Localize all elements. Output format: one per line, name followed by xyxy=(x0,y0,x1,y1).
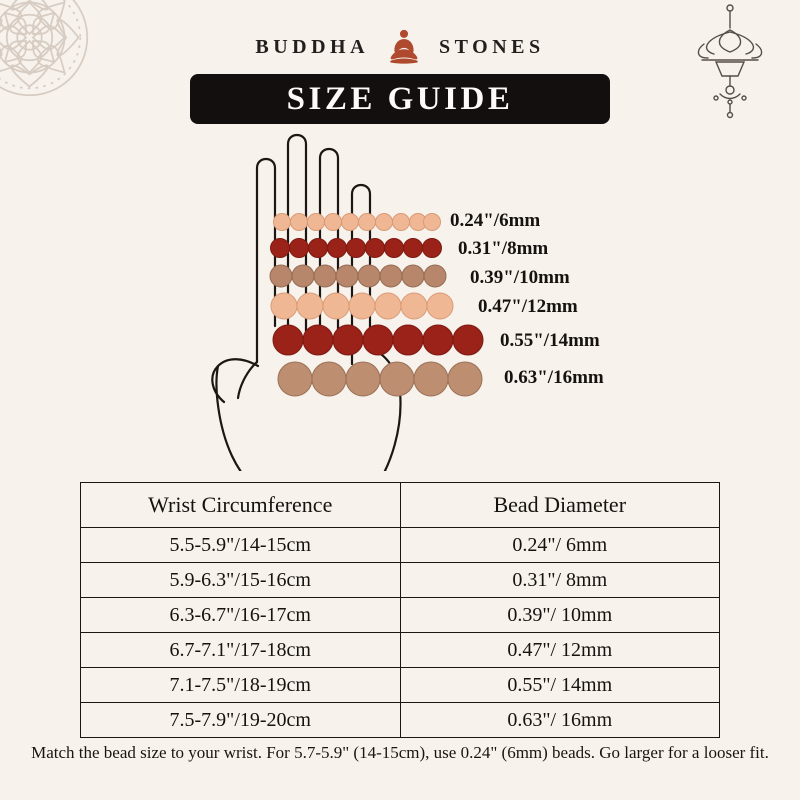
bracelet-row-4 xyxy=(271,293,453,319)
cell-bead: 0.63"/ 16mm xyxy=(400,703,720,738)
table-row xyxy=(81,598,720,633)
table-row xyxy=(81,703,720,738)
table-header-wrist: Wrist Circumference xyxy=(81,483,401,528)
table-header-bead: Bead Diameter xyxy=(400,483,720,528)
brand-lockup xyxy=(0,26,800,68)
callout-label-6: 0.63"/16mm xyxy=(504,367,604,388)
footer-note: Match the bead size to your wrist. For 5.7-5.9" (14-15cm), use 0.24" (6mm) beads. Go larger for a looser fit. xyxy=(31,743,769,762)
cell-bead: 0.24"/ 6mm xyxy=(400,528,720,563)
cell-wrist: 5.5-5.9"/14-15cm xyxy=(81,528,401,563)
callout-label-2: 0.31"/8mm xyxy=(458,238,549,259)
cell-bead: 0.55"/ 14mm xyxy=(400,668,720,703)
table-row xyxy=(81,633,720,668)
cell-wrist: 6.3-6.7"/16-17cm xyxy=(81,598,401,633)
table-row xyxy=(81,563,720,598)
cell-wrist: 6.7-7.1"/17-18cm xyxy=(81,633,401,668)
brand-name-left: BUDDHA xyxy=(255,35,370,58)
cell-wrist: 5.9-6.3"/15-16cm xyxy=(81,563,401,598)
page-title xyxy=(190,74,610,124)
table-row xyxy=(81,528,720,563)
callout-label-4: 0.47"/12mm xyxy=(478,296,578,317)
bracelet-row-1 xyxy=(274,214,441,231)
callout-label-1: 0.24"/6mm xyxy=(450,210,541,231)
table-row xyxy=(81,668,720,703)
cell-bead: 0.47"/ 12mm xyxy=(400,633,720,668)
cell-bead: 0.31"/ 8mm xyxy=(400,563,720,598)
bracelet-row-2 xyxy=(271,239,442,258)
meditating-buddha-icon xyxy=(383,26,425,68)
callout-label-3: 0.39"/10mm xyxy=(470,267,570,288)
bracelet-row-3 xyxy=(270,265,446,287)
hand-with-bracelets-illustration xyxy=(0,126,800,471)
table-header-row xyxy=(81,483,720,528)
size-table xyxy=(80,482,720,738)
bracelet-row-5 xyxy=(273,325,483,355)
callout-label-5: 0.55"/14mm xyxy=(500,330,600,351)
page-title-text: SIZE GUIDE xyxy=(286,80,514,117)
cell-wrist: 7.1-7.5"/18-19cm xyxy=(81,668,401,703)
bracelet-row-6 xyxy=(278,362,482,396)
cell-wrist: 7.5-7.9"/19-20cm xyxy=(81,703,401,738)
cell-bead: 0.39"/ 10mm xyxy=(400,598,720,633)
brand-name-right: STONES xyxy=(439,35,545,58)
